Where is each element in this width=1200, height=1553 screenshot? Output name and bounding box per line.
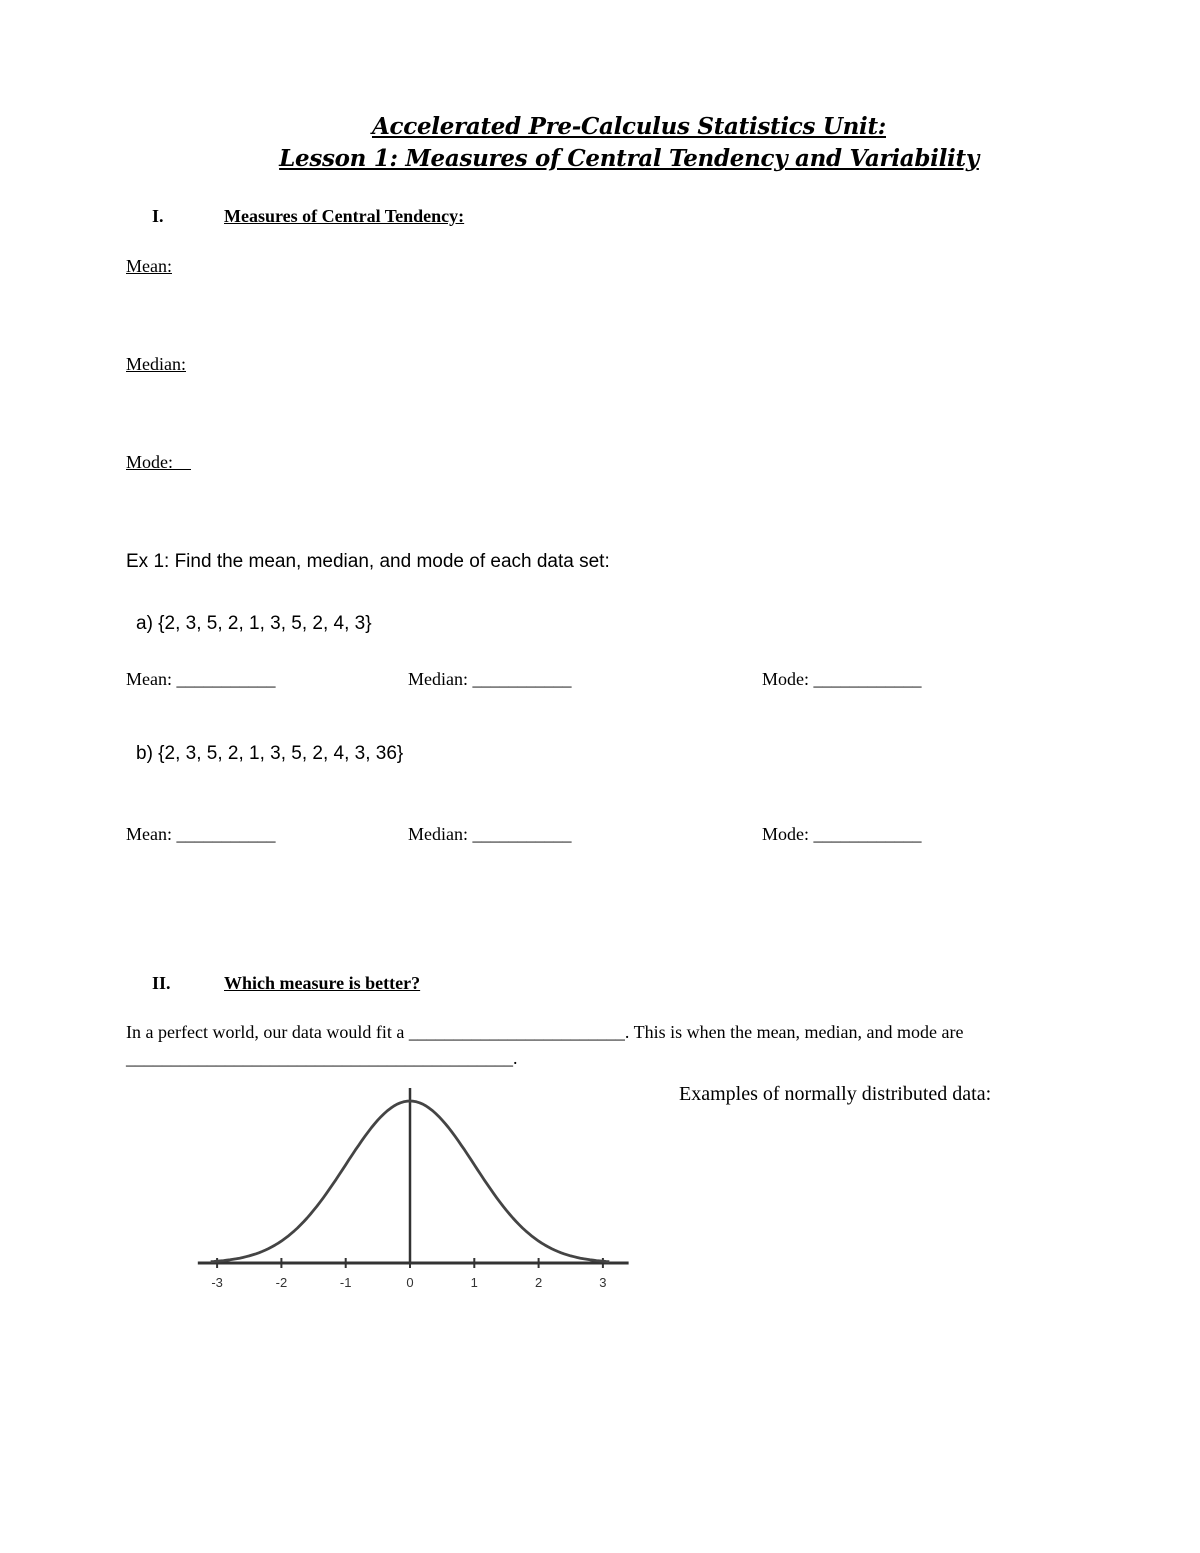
example1a-median-blank[interactable]: Median: ___________: [408, 669, 572, 689]
example1a-mean-blank[interactable]: Mean: ___________: [126, 669, 276, 689]
example1b-mode-blank[interactable]: Mode: ____________: [762, 824, 922, 844]
x-tick-label: -1: [339, 1275, 352, 1290]
section2-text-a: In a perfect world, our data would fit a: [126, 1022, 409, 1042]
chart-root: [198, 1088, 629, 1290]
section1-numeral: I.: [152, 206, 164, 226]
x-tick-label: 1: [470, 1275, 478, 1290]
example1b-dataset: b) {2, 3, 5, 2, 1, 3, 5, 2, 4, 3, 36}: [136, 743, 404, 764]
distribution-blank[interactable]: ________________________: [408, 1022, 625, 1042]
section2-numeral: II.: [152, 973, 171, 993]
example1a-dataset: a) {2, 3, 5, 2, 1, 3, 5, 2, 4, 3}: [136, 613, 372, 634]
x-tick-label: -3: [211, 1275, 223, 1290]
section2-period: .: [513, 1048, 518, 1068]
example1-prompt: Ex 1: Find the mean, median, and mode of each data set:: [126, 551, 610, 572]
section2-text-b: . This is when the mean, median, and mode are: [624, 1022, 964, 1042]
example1a-mode-blank[interactable]: Mode: ____________: [762, 669, 922, 689]
normal-curve-chart: [190, 1080, 640, 1295]
section2-heading: Which measure is better?: [224, 973, 421, 993]
x-tick-label: 3: [599, 1275, 607, 1290]
term-mode: Mode:: [126, 452, 191, 472]
example1b-mean-blank[interactable]: Mean: ___________: [126, 824, 276, 844]
section2-text-line2: [126, 1048, 518, 1069]
term-mean: Mean:: [126, 256, 172, 276]
equal-blank[interactable]: ___________________________________________: [126, 1048, 513, 1068]
term-median: Median:: [126, 354, 186, 374]
x-tick-label: -2: [275, 1275, 288, 1290]
x-tick-label: 0: [406, 1275, 414, 1290]
x-tick-label: 2: [534, 1275, 543, 1290]
section1-heading: Measures of Central Tendency:: [224, 206, 465, 226]
section2-text-line1: [126, 1022, 963, 1043]
page-title-line1: Accelerated Pre-Calculus Statistics Unit:: [371, 113, 886, 140]
page-title-line2: Lesson 1: Measures of Central Tendency and Variability: [279, 145, 979, 172]
examples-label: Examples of normally distributed data:: [679, 1083, 992, 1105]
example1b-median-blank[interactable]: Median: ___________: [408, 824, 572, 844]
